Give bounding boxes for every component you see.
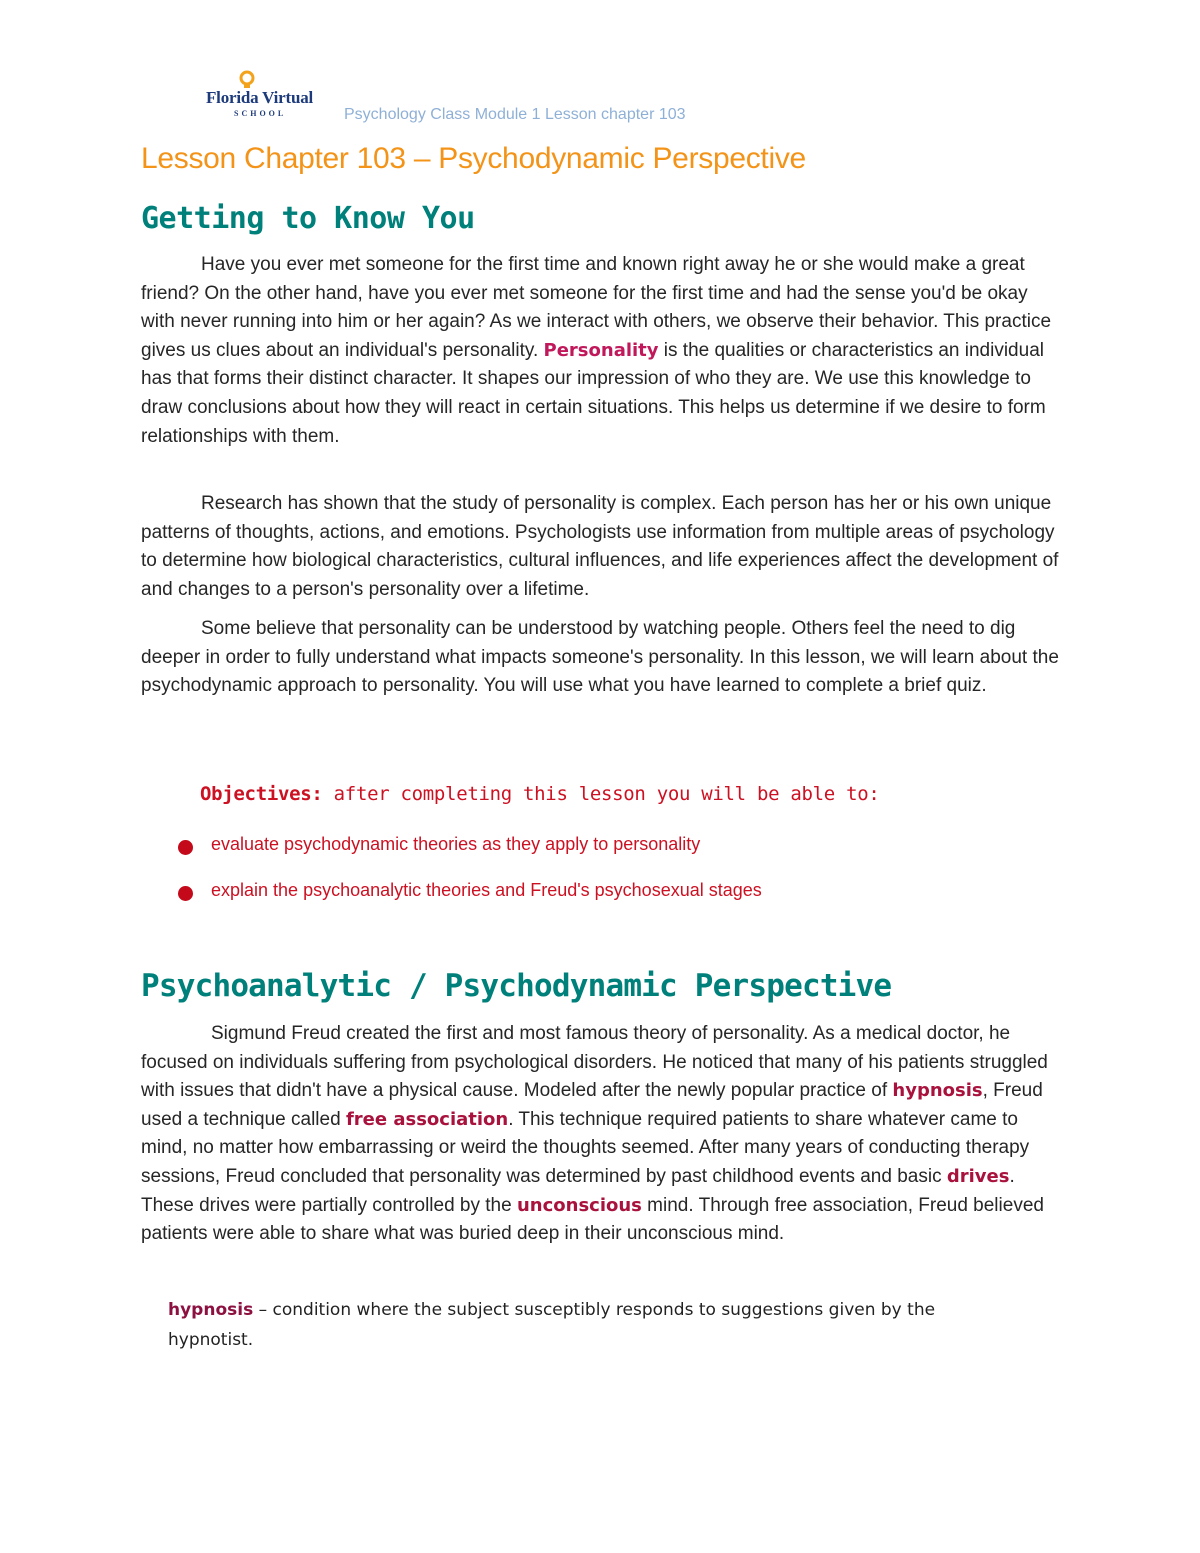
objective-text: evaluate psychodynamic theories as they apply to personality bbox=[211, 834, 701, 854]
paragraph-text: . This technique required patients to share whatever came to mind, no matter how embarrassing or weird the thoughts seemed. After many years of conducting therapy sessions, Freud concluded that personality was determined by past childhood events and basic bbox=[141, 1108, 1030, 1187]
section-heading-getting-to-know-you: Getting to Know You bbox=[141, 201, 475, 236]
objectives-intro: after completing this lesson you will be able to: bbox=[322, 783, 880, 805]
section-heading-psychoanalytic: Psychoanalytic / Psychodynamic Perspective bbox=[141, 968, 892, 1004]
paragraph-freud bbox=[141, 1020, 1066, 1249]
definition-text: – condition where the subject susceptibly responds to suggestions given by the hypnotist. bbox=[168, 1300, 936, 1350]
paragraph-text: . These drives were partially controlled by the bbox=[141, 1165, 1015, 1216]
objectives-label: Objectives: bbox=[200, 783, 323, 805]
key-term-free-association: free association bbox=[345, 1108, 509, 1130]
key-term-hypnosis: hypnosis bbox=[892, 1080, 983, 1102]
page-header bbox=[200, 68, 900, 128]
paragraph-text: Sigmund Freud created the first and most famous theory of personality. As a medical doctor, he focused on individuals suffering from psychological disorders. He noticed that many of his patients struggled with issues that didn't have a physical cause. Modeled after the newly popular practice of bbox=[141, 1023, 1048, 1102]
paragraph-intro bbox=[141, 251, 1066, 451]
key-term-personality: Personality bbox=[543, 339, 659, 361]
lightbulb-icon bbox=[236, 70, 258, 90]
bullet-icon bbox=[178, 840, 193, 855]
logo-subtitle: SCHOOL bbox=[234, 109, 287, 118]
paragraph-text: Have you ever met someone for the first time and known right away he or she would make a great friend? On the other hand, have you ever met someone for the first time and had the sense you'd be okay with never running into him or her again? As we interact with others, we observe their behavior. This practice gives us clues about an individual's personality. bbox=[141, 254, 1052, 361]
key-term-drives: drives bbox=[946, 1165, 1010, 1187]
key-term-unconscious: unconscious bbox=[516, 1194, 642, 1216]
paragraph-text: is the qualities or characteristics an individual has that forms their distinct character. It shapes our impression of who they are. We use this knowledge to draw conclusions about how they will react in certain situations. This helps us determine if we desire to form relationships with them. bbox=[141, 339, 1046, 447]
florida-virtual-school-logo bbox=[200, 68, 340, 124]
objective-text: explain the psychoanalytic theories and Freud's psychosexual stages bbox=[211, 880, 762, 900]
definition-hypnosis bbox=[168, 1295, 998, 1355]
header-caption: Psychology Class Module 1 Lesson chapter 103 bbox=[344, 106, 686, 123]
logo-title: Florida Virtual bbox=[206, 88, 314, 107]
paragraph-lesson-overview: Some believe that personality can be understood by watching people. Others feel the need to dig deeper in order to fully understand what impacts someone's personality. In this lesson, we will learn about the psychodynamic approach to personality. You will use what you have learned to complete a brief quiz. bbox=[141, 618, 1059, 697]
bullet-icon bbox=[178, 886, 193, 901]
definition-term: hypnosis bbox=[168, 1300, 254, 1320]
paragraph-text: , Freud used a technique called bbox=[141, 1080, 1043, 1130]
lesson-title: Lesson Chapter 103 – Psychodynamic Perspective bbox=[141, 142, 806, 175]
paragraph-research: Research has shown that the study of personality is complex. Each person has her or his own unique patterns of thoughts, actions, and emotions. Psychologists use information from multiple areas of psychology to determine how biological characteristics, cultural influences, and life experiences affect the development of and changes to a person's personality over a lifetime. bbox=[141, 493, 1059, 600]
paragraph-text: mind. Through free association, Freud believed patients were able to share what was buried deep in their unconscious mind. bbox=[141, 1194, 1044, 1245]
objectives-header bbox=[200, 783, 879, 805]
